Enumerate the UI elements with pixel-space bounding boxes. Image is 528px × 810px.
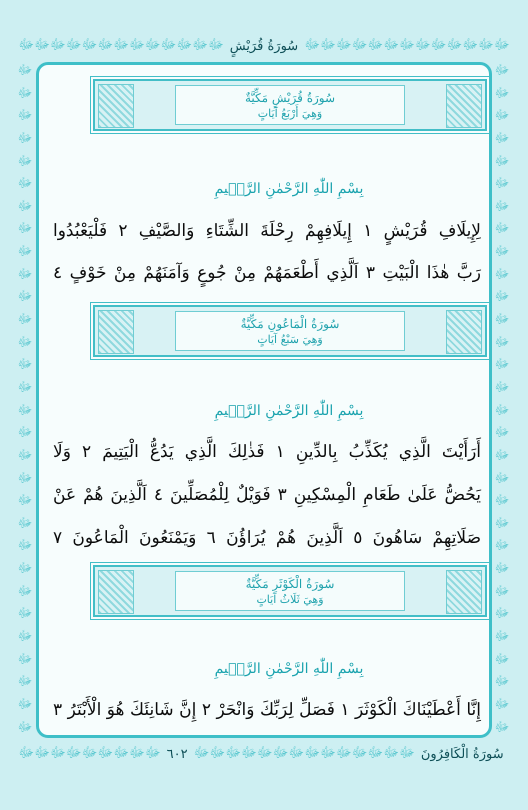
ornament-left: ﷻﷻﷻﷻﷻﷻﷻﷻﷻ bbox=[18, 745, 161, 761]
ornament-mid: ﷻﷻﷻﷻﷻﷻﷻﷻﷻﷻﷻﷻﷻﷻ bbox=[193, 745, 415, 761]
surah-verse-count: وَهِيَ ثَلَاثُ آيَاتٍ bbox=[256, 592, 324, 606]
verse-line: لِإِيلَافِ قُرَيْشٍ ١ إِيلَافِهِمْ رِحْلَةَ الشِّتَاءِ وَالصَّيْفِ ٢ فَلْيَعْبُدُوا bbox=[53, 221, 481, 241]
surah-header-quraysh bbox=[93, 79, 487, 131]
surah-name: سُورَةُ الْمَاعُونِ مَكِّيَّةٌ bbox=[240, 316, 340, 331]
header-ornament-left bbox=[98, 310, 134, 354]
ornament-right: ﷻﷻﷻﷻﷻﷻﷻﷻﷻﷻﷻﷻﷻ bbox=[304, 37, 510, 53]
surah-name: سُورَةُ الْكَوْثَرِ مَكِّيَّةٌ bbox=[245, 576, 335, 591]
surah-header-inner bbox=[175, 311, 405, 351]
surah-header-kawthar bbox=[93, 565, 487, 617]
verse-line: يَحُضُّ عَلَىٰ طَعَامِ الْمِسْكِينِ ٣ فَوَيْلٌ لِلْمُصَلِّينَ ٤ اَلَّذِينَ هُمْ عَنْ bbox=[53, 485, 481, 505]
verse-line: رَبَّ هٰذَا الْبَيْتِ ٣ اَلَّذِي أَطْعَمَهُمْ مِنْ جُوعٍ وَآمَنَهُمْ مِنْ خَوْفٍ ٤ bbox=[53, 263, 481, 283]
bottom-border-band bbox=[0, 740, 528, 768]
header-ornament-right bbox=[446, 84, 482, 128]
verse-line: إِنَّا أَعْطَيْنَاكَ الْكَوْثَرَ ١ فَصَلِّ لِرَبِّكَ وَانْحَرْ ٢ إِنَّ شَانِئَكَ هُوَ الْأَبْتَرُ ٣ bbox=[53, 700, 482, 720]
top-border-band bbox=[0, 32, 528, 60]
quran-page bbox=[36, 62, 492, 738]
basmala: بِسْمِ اللّٰهِ الرَّحْمٰنِ الرَّح۪يمِ bbox=[214, 181, 364, 197]
surah-verse-count: وَهِيَ أَرْبَعُ آيَاتٍ bbox=[257, 106, 323, 120]
right-border-ornament: ﷻ ﷻ ﷻ ﷻ ﷻ ﷻ ﷻ ﷻ ﷻ ﷻ ﷻ ﷻ ﷻ ﷻ ﷻ ﷻ ﷻ ﷻ ﷻ ﷻ ﷻ ﷻ ﷻ ﷻ ﷻ ﷻ ﷻ ﷻ ﷻ ﷻ bbox=[494, 63, 510, 735]
page-number: ٦٠٢ bbox=[166, 746, 188, 762]
basmala: بِسْمِ اللّٰهِ الرَّحْمٰنِ الرَّح۪يمِ bbox=[214, 661, 364, 677]
header-ornament-left bbox=[98, 570, 134, 614]
header-ornament-right bbox=[446, 570, 482, 614]
surah-name: سُورَةُ قُرَيْشٍ مَكِّيَّةٌ bbox=[244, 90, 336, 105]
verse-line: أَرَأَيْتَ الَّذِي يُكَذِّبُ بِالدِّينِ ١ فَذٰلِكَ الَّذِي يَدُعُّ الْيَتِيمَ ٢ وَلَا bbox=[53, 442, 481, 462]
ornament-left: ﷻﷻﷻﷻﷻﷻﷻﷻﷻﷻﷻﷻﷻ bbox=[18, 37, 224, 53]
surah-header-maun bbox=[93, 305, 487, 357]
left-border-ornament: ﷻ ﷻ ﷻ ﷻ ﷻ ﷻ ﷻ ﷻ ﷻ ﷻ ﷻ ﷻ ﷻ ﷻ ﷻ ﷻ ﷻ ﷻ ﷻ ﷻ ﷻ ﷻ ﷻ ﷻ ﷻ ﷻ ﷻ ﷻ ﷻ ﷻ bbox=[17, 63, 33, 735]
header-ornament-left bbox=[98, 84, 134, 128]
surah-header-inner bbox=[175, 571, 405, 611]
surah-header-inner bbox=[175, 85, 405, 125]
surah-verse-count: وَهِيَ سَبْعُ آيَاتٍ bbox=[257, 332, 323, 346]
verse-line: صَلَاتِهِمْ سَاهُونَ ٥ اَلَّذِينَ هُمْ يُرَاؤُنَ ٦ وَيَمْنَعُونَ الْمَاعُونَ ٧ bbox=[53, 528, 482, 548]
basmala: بِسْمِ اللّٰهِ الرَّحْمٰنِ الرَّح۪يمِ bbox=[214, 403, 364, 419]
surah-running-title: سُورَةُ قُرَيْشٍ bbox=[229, 38, 299, 54]
header-ornament-right bbox=[446, 310, 482, 354]
next-surah-label: سُورَةُ الْكَافِرُونَ bbox=[420, 746, 504, 762]
